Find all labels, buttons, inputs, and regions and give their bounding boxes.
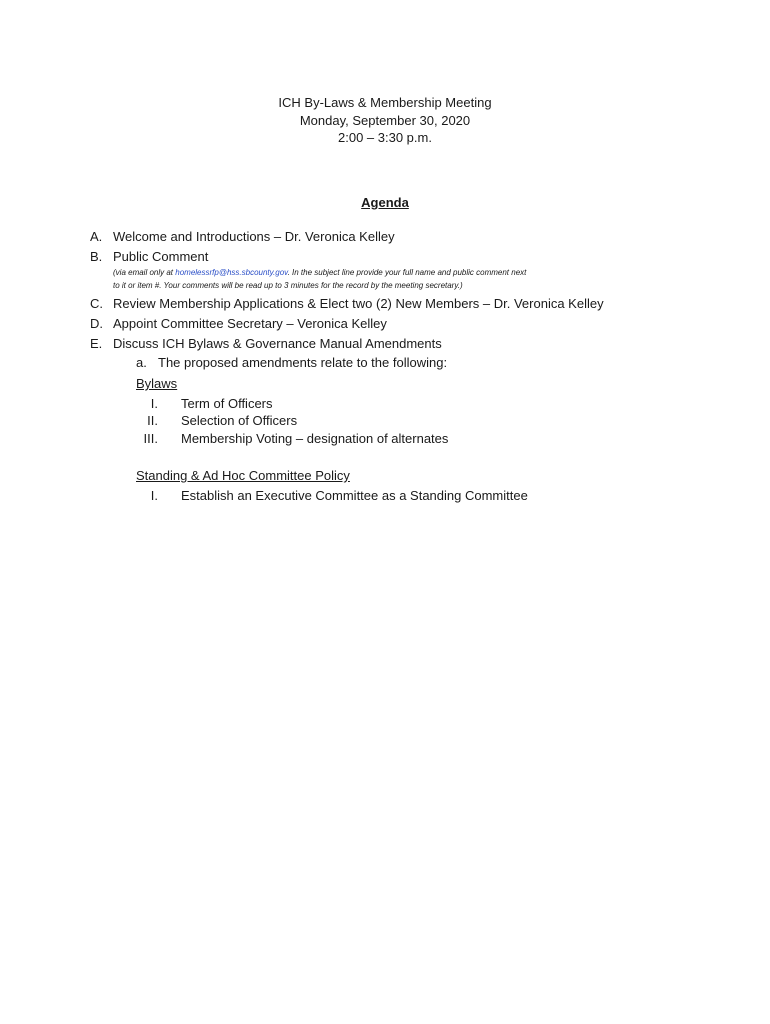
item-text: Public Comment — [113, 249, 209, 264]
meeting-title: ICH By-Laws & Membership Meeting — [278, 95, 492, 110]
policy-item-text: Establish an Executive Committee as a Standing Committee — [181, 488, 528, 503]
subitem-text: The proposed amendments relate to the following: — [158, 355, 448, 370]
item-letter: B. — [90, 249, 103, 264]
email-link[interactable]: homelessrfp@hss.sbcounty.gov — [175, 268, 288, 277]
agenda-heading: Agenda — [361, 195, 409, 210]
meeting-time: 2:00 – 3:30 p.m. — [338, 130, 432, 145]
bylaws-item-text: Selection of Officers — [181, 413, 298, 428]
item-text: Discuss ICH Bylaws & Governance Manual Amendments — [113, 336, 442, 351]
policy-heading: Standing & Ad Hoc Committee Policy — [136, 468, 350, 483]
bylaws-item-text: Term of Officers — [181, 396, 273, 411]
public-comment-note-line2: to it or item #. Your comments will be read up to 3 minutes for the record by the meeting secretary.) — [113, 281, 463, 290]
item-text: Appoint Committee Secretary – Veronica Kelley — [113, 316, 387, 331]
roman-numeral: III. — [143, 431, 158, 446]
roman-numeral: I. — [150, 488, 158, 503]
item-letter: E. — [90, 336, 103, 351]
meeting-date: Monday, September 30, 2020 — [299, 113, 471, 128]
roman-numeral: II. — [147, 413, 158, 428]
note-suffix: . In the subject line provide your full name and public comment next — [287, 268, 527, 277]
roman-numeral: I. — [150, 396, 158, 411]
item-letter: C. — [90, 296, 103, 311]
public-comment-note-line1 — [113, 267, 526, 279]
note-prefix: (via email only at — [113, 268, 176, 277]
subitem-letter: a. — [136, 355, 147, 370]
bylaws-item-text: Membership Voting – designation of alternates — [181, 431, 449, 446]
item-letter: A. — [90, 229, 103, 244]
item-text: Welcome and Introductions – Dr. Veronica Kelley — [113, 229, 395, 244]
item-text: Review Membership Applications & Elect two (2) New Members – Dr. Veronica Kelley — [113, 296, 604, 311]
bylaws-heading: Bylaws — [136, 376, 178, 391]
item-letter: D. — [90, 316, 103, 331]
